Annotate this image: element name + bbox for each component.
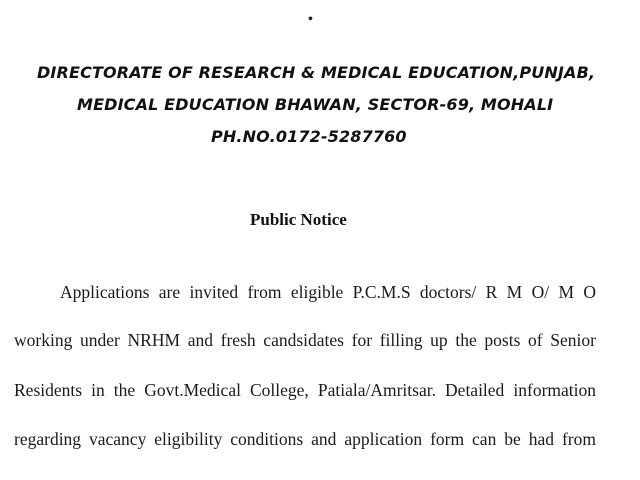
body-text-line-3: Residents in the Govt.Medical College, Patiala/Amritsar. Detailed information — [14, 380, 596, 400]
body-text-line-1: Applications are invited from eligible P.C.M.S doctors/ R M O/ M O — [60, 282, 596, 302]
body-text-line-4: regarding vacancy eligibility conditions and application form can be had from — [14, 429, 596, 449]
stray-mark: • — [308, 12, 313, 27]
header-line-address: MEDICAL EDUCATION BHAWAN, SECTOR-69, MOHALI — [77, 95, 554, 114]
header-line-phone: PH.NO.0172-5287760 — [211, 127, 407, 146]
notice-title: Public Notice — [250, 210, 347, 229]
header-line-directorate: DIRECTORATE OF RESEARCH & MEDICAL EDUCATION,PUNJAB, — [37, 63, 596, 82]
body-text-line-2: working under NRHM and fresh candsidates for filling up the posts of Senior — [14, 330, 596, 350]
